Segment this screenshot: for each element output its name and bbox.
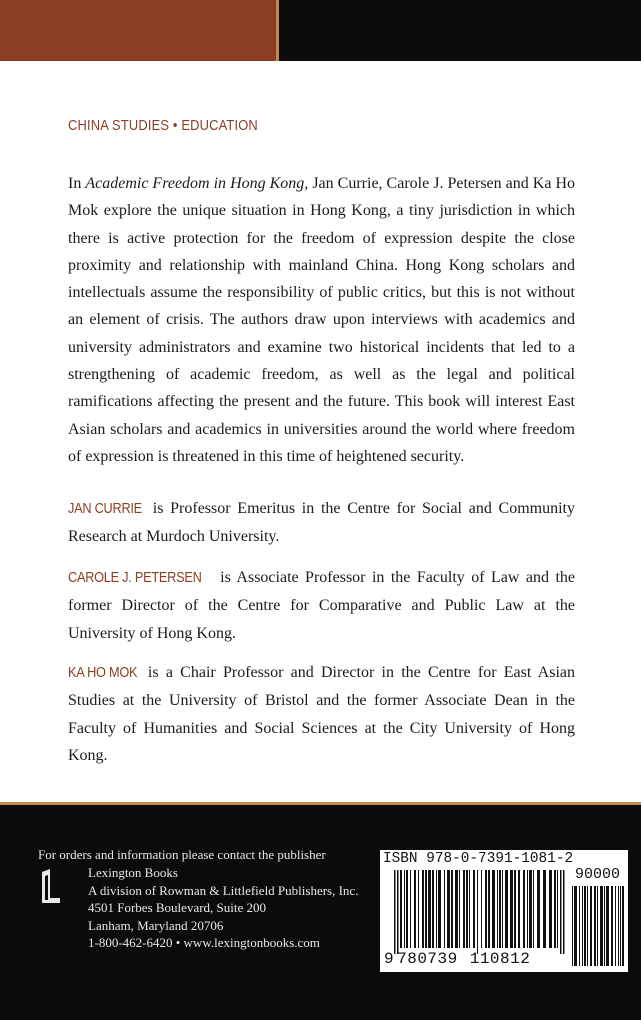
- barcode-bar: [590, 886, 592, 966]
- publisher-address-line-1: 4501 Forbes Boulevard, Suite 200: [88, 900, 267, 915]
- book-description: In Academic Freedom in Hong Kong, Jan Currie, Carole J. Petersen and Ka Ho Mok explore the unique situation in Hong Kong, a tiny jurisdiction in which there is active protection for the freedom of expression despite the close proximity and relationship with mainland China. Hong Kong scholars and intellectuals assume the responsibility of public critics, but this is not without an element of crisis. The authors draw upon interviews with academics and university administrators and examine two historical incidents that led to a strengthening of academic freedom, as well as the legal and political ramifications affecting the present and the future. This book will interest East Asian scholars and academics in universities around the world where freedom of expression is threatened in this time of heightened security.: [68, 175, 576, 465]
- barcode-bar: [459, 870, 460, 948]
- barcode-bar: [582, 886, 583, 966]
- barcode-panel: [380, 850, 628, 972]
- barcode-bar: [510, 870, 513, 948]
- barcode-bar: [618, 886, 619, 966]
- barcode-bar: [537, 870, 540, 948]
- barcode-bar: [557, 870, 558, 948]
- book-title: Academic Freedom in Hong Kong,: [85, 175, 309, 192]
- barcode-bar: [554, 870, 556, 948]
- author-bio-petersen: [68, 564, 575, 647]
- barcode-bar: [527, 870, 528, 948]
- barcode-bar: [606, 886, 609, 966]
- publisher-name: Lexington Books: [88, 865, 178, 880]
- barcode-bar: [563, 870, 565, 954]
- barcode-bar: [451, 870, 453, 948]
- barcode-bar: [587, 886, 588, 966]
- barcode-bar: [444, 870, 445, 948]
- barcode-bar: [572, 886, 573, 966]
- publisher-division: A division of Rowman & Littlefield Publishers, Inc.: [88, 882, 359, 898]
- barcode-bar: [594, 886, 596, 966]
- barcode-bar: [533, 870, 534, 948]
- barcode-bar: [455, 870, 458, 948]
- barcode-bar: [406, 870, 408, 948]
- barcode-bar: [466, 870, 468, 948]
- barcode-bar: [574, 886, 577, 966]
- author-name: KA HO MOK: [68, 665, 138, 681]
- barcode-bar: [543, 870, 546, 948]
- description-text: Jan Currie, Carole J. Petersen and Ka Ho Mok explore the unique situation in Hong Kong, a tiny jurisdiction in which there is active protection for the freedom of expression despite the close proximity and relationship with mainland China. Hong Kong scholars and intellectuals assume the responsibility of public critics, but this is not without an element of crisis. The authors draw upon interviews with academics and university administrators and examine two historical incidents that led to a strengthening of academic freedom, as well as the legal and political ramifications affecting the present and the future. This book will interest East Asian scholars and academics in universities around the world where freedom of expression is threatened in this time of heightened security.: [68, 175, 576, 465]
- ean-first-digit: 9: [384, 950, 395, 968]
- barcode-bar: [560, 870, 562, 954]
- barcode-bar: [518, 870, 520, 948]
- ean-right-group: 110812: [469, 950, 531, 968]
- author-bio-text: is a Chair Professor and Director in the Centre for East Asian Studies at the University of Bristol and the former Associate Dean in the Faculty of Humanities and Social Sciences at the City University of Hong Kong.: [68, 664, 575, 764]
- barcode-bar: [432, 870, 434, 948]
- barcode-bar: [436, 870, 437, 948]
- barcode-bar: [438, 870, 441, 948]
- publisher-address-line-2: Lanham, Maryland 20706: [88, 917, 224, 933]
- author-bio-mok: [68, 659, 575, 769]
- barcode-bar: [505, 870, 508, 948]
- barcode-bar: [622, 886, 624, 966]
- publisher-address-block: [88, 864, 358, 952]
- barcode-bar: [600, 886, 603, 966]
- barcode-bar: [497, 870, 498, 948]
- barcode-bar: [492, 870, 495, 948]
- publisher-contact-line: For orders and information please contact the publisher: [38, 847, 326, 862]
- isbn-label: ISBN 978-0-7391-1081-2: [383, 850, 574, 867]
- barcode-bar: [488, 870, 490, 948]
- barcode-bar: [502, 870, 503, 948]
- barcode-bar: [549, 870, 552, 948]
- barcode-bar: [447, 870, 450, 948]
- author-bio-currie: [68, 495, 575, 551]
- barcode-bar: [615, 886, 616, 966]
- barcode-bar: [463, 870, 465, 948]
- top-gold-rule: [276, 0, 279, 61]
- top-color-band: [0, 0, 641, 61]
- barcode-bar: [414, 870, 416, 948]
- barcode-bar: [514, 870, 516, 948]
- author-bio-text: is Professor Emeritus in the Centre for Social and Community Research at Murdoch University.: [68, 500, 575, 546]
- barcode-bar: [529, 870, 532, 948]
- author-name: CAROLE J. PETERSEN: [68, 570, 202, 586]
- barcode-bar: [481, 870, 482, 948]
- lexington-logo-icon: [40, 868, 62, 904]
- barcode-bar: [400, 870, 402, 948]
- barcode-bar: [410, 870, 411, 948]
- barcode-bar: [428, 870, 431, 948]
- barcode-bar: [422, 870, 424, 948]
- barcode-bar: [394, 870, 396, 954]
- price-code: 90000: [575, 866, 621, 883]
- ean-digits: [384, 950, 530, 968]
- barcode-bar: [597, 886, 598, 966]
- author-name: JAN CURRIE: [68, 501, 142, 517]
- barcode-bar: [579, 886, 580, 966]
- barcode-bar: [485, 870, 487, 948]
- barcode-bar: [499, 870, 501, 948]
- ean-left-group: 780739: [397, 950, 458, 968]
- category-heading: CHINA STUDIES • EDUCATION: [68, 117, 258, 134]
- barcode-bar: [425, 870, 427, 948]
- barcode-bar: [477, 870, 478, 954]
- barcode-bar: [620, 886, 621, 966]
- barcode-bar: [604, 886, 605, 966]
- top-rust-block: [0, 0, 276, 61]
- barcode-bar: [418, 870, 419, 948]
- publisher-phone-web: 1-800-462-6420 • www.lexingtonbooks.com: [88, 935, 320, 950]
- author-bio-text: is Associate Professor in the Faculty of Law and the former Director of the Centre for Comparative and Public Law at the University of Hong Kong.: [68, 569, 575, 642]
- barcode-bar: [404, 870, 405, 948]
- barcode-bar: [523, 870, 525, 948]
- barcode-bar: [584, 886, 586, 966]
- barcode-bar: [469, 870, 470, 948]
- barcode-bar: [397, 870, 399, 954]
- barcode-bar: [473, 870, 475, 948]
- barcode-bar: [611, 886, 613, 966]
